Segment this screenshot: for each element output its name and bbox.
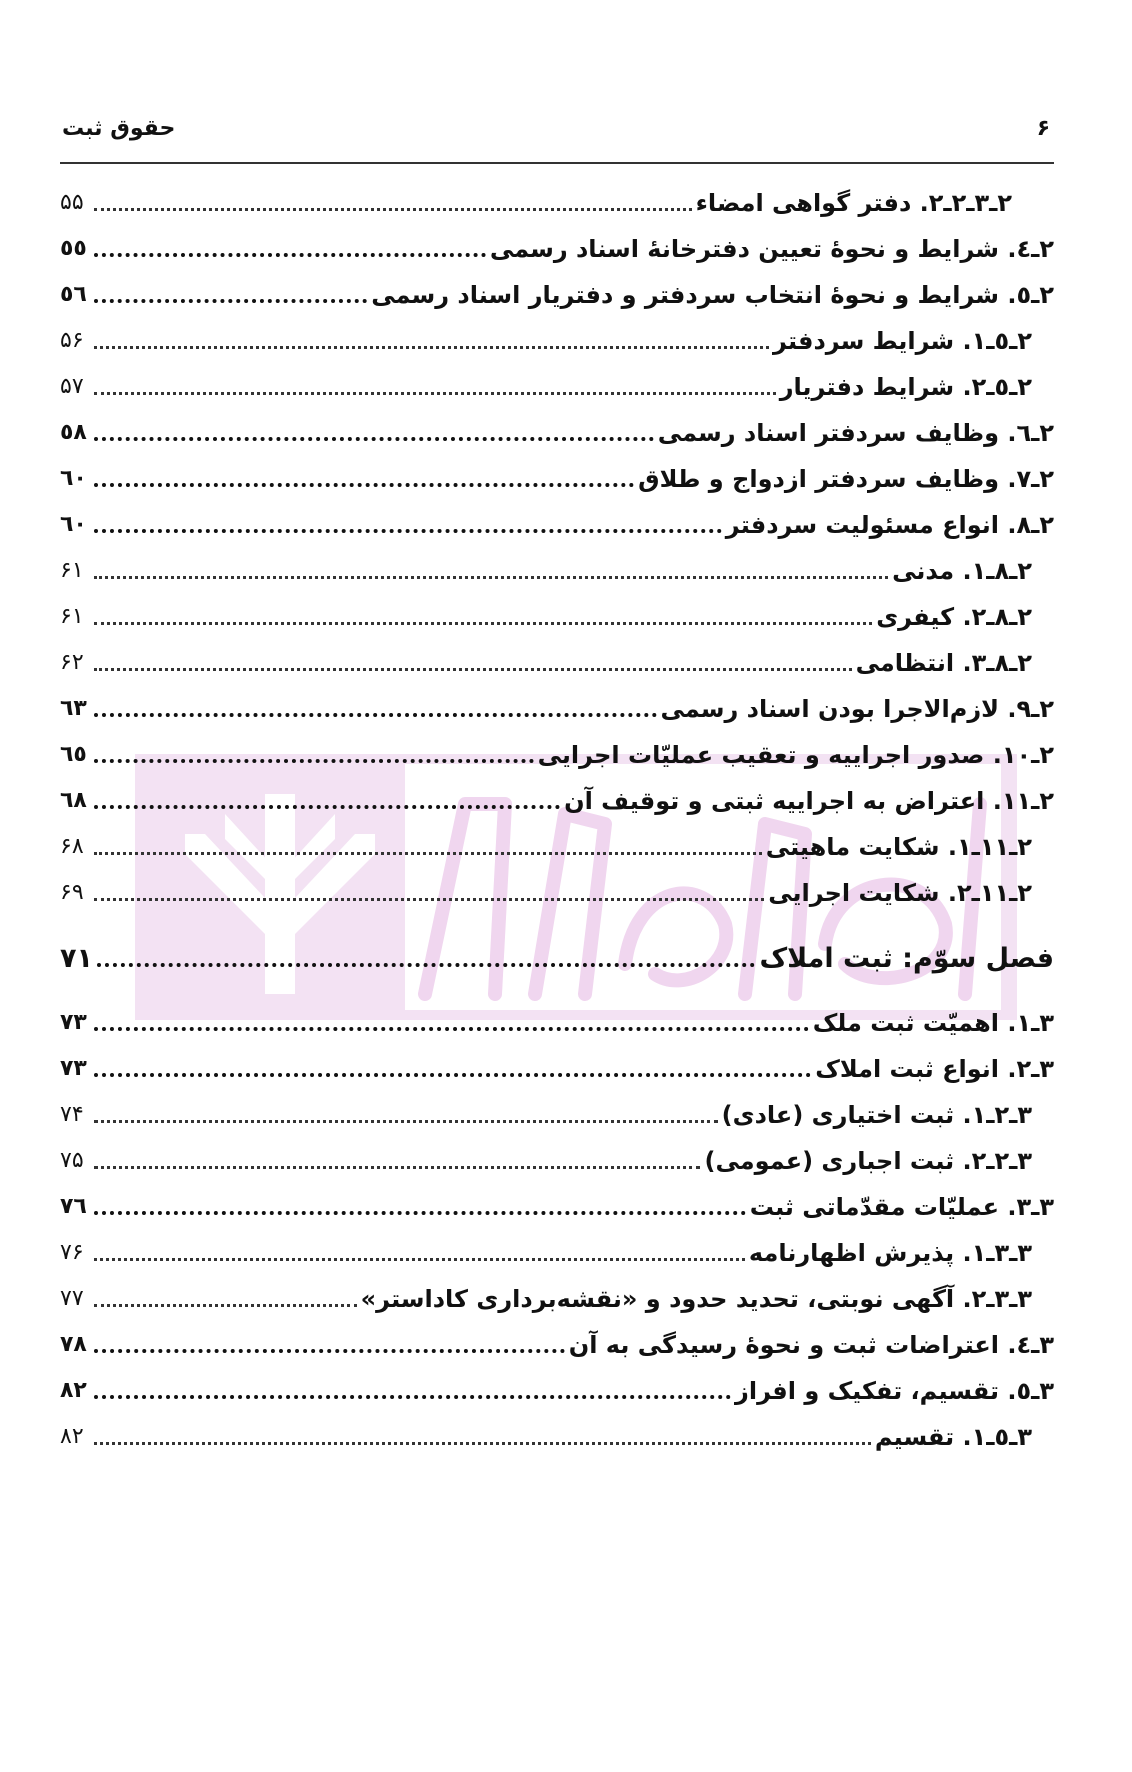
dot-leader bbox=[97, 963, 756, 967]
toc-entry-page: ٥٥ bbox=[60, 236, 87, 261]
toc-entry-page: ۷۳ bbox=[60, 1056, 87, 1081]
toc-entry-title: فصل سوّم: ثبت املاک bbox=[759, 943, 1054, 974]
toc-entry-title: ۳ـ۲ـ۲. ثبت اجباری (عمومی) bbox=[704, 1147, 1032, 1175]
dot-leader bbox=[94, 1258, 745, 1261]
toc-entry[interactable] bbox=[60, 594, 1054, 634]
toc-entry-page: ٥٨ bbox=[60, 420, 87, 445]
dot-leader bbox=[94, 852, 762, 855]
dot-leader bbox=[94, 299, 367, 303]
toc-entry-title: ۲ـ۱۰. صدور اجراییه و تعقیب عملیّات اجرایی bbox=[537, 741, 1054, 769]
toc-entry[interactable] bbox=[60, 364, 1054, 404]
dot-leader bbox=[94, 529, 722, 533]
page-number: ۶ bbox=[1036, 116, 1050, 141]
toc-entry-title: ۳ـ۲ـ۱. ثبت اختیاری (عادی) bbox=[721, 1101, 1032, 1129]
toc-entry-page: ٦٥ bbox=[60, 742, 87, 767]
toc-entry-title: ۳ـ٤. اعتراضات ثبت و نحوهٔ رسیدگی به آن bbox=[568, 1331, 1054, 1359]
toc-entry-title: ۲ـ٨ـ۳. انتظامی bbox=[855, 649, 1032, 677]
toc-entry-page: ۷٨ bbox=[60, 1332, 87, 1357]
dot-leader bbox=[94, 1349, 565, 1353]
toc-entry-title: ۳ـ۱. اهمیّت ثبت ملک bbox=[812, 1009, 1054, 1037]
toc-entry[interactable] bbox=[60, 1414, 1054, 1454]
toc-entry[interactable] bbox=[60, 1368, 1054, 1408]
toc-entry[interactable] bbox=[60, 318, 1054, 358]
dot-leader bbox=[94, 1304, 357, 1307]
dot-leader bbox=[94, 576, 888, 579]
toc-entry-page: ۵۷ bbox=[60, 374, 84, 399]
dot-leader bbox=[94, 1073, 811, 1077]
dot-leader bbox=[94, 805, 560, 809]
toc-entry-title: ۲ـ٤. شرایط و نحوهٔ تعیین دفترخانهٔ اسناد رسمی bbox=[489, 235, 1054, 263]
toc-entry[interactable] bbox=[60, 226, 1054, 266]
toc-entry-page: ٦٨ bbox=[60, 788, 87, 813]
toc-entry-page: ۶۱ bbox=[60, 604, 84, 629]
toc-entry-title: ۳ـ۳ـ۲. آگهی نوبتی، تحدید حدود و «نقشه‌برداری کاداستر» bbox=[360, 1285, 1032, 1313]
toc-entry[interactable] bbox=[60, 1184, 1054, 1224]
dot-leader bbox=[94, 208, 692, 211]
toc-entry-title: ۳ـ۳ـ۱. پذیرش اظهارنامه bbox=[748, 1239, 1032, 1267]
toc-entry-page: ۶۹ bbox=[60, 880, 84, 905]
toc-entry-title: ۲ـ٥ـ۱. شرایط سردفتر bbox=[773, 327, 1032, 355]
dot-leader bbox=[94, 1211, 746, 1215]
dot-leader bbox=[94, 392, 776, 395]
toc-entry[interactable] bbox=[60, 456, 1054, 496]
toc-entry-title: ۲ـ٨. انواع مسئولیت سردفتر bbox=[725, 511, 1054, 539]
toc-entry-page: ۷۴ bbox=[60, 1102, 84, 1127]
toc-entry[interactable] bbox=[60, 1230, 1054, 1270]
toc-entry-title: ۲ـ٨ـ۱. مدنی bbox=[892, 557, 1032, 585]
toc-entry[interactable] bbox=[60, 686, 1054, 726]
toc-entry[interactable] bbox=[60, 410, 1054, 450]
toc-entry-page: ۷۷ bbox=[60, 1286, 84, 1311]
toc-entry[interactable] bbox=[60, 1322, 1054, 1362]
dot-leader bbox=[94, 1395, 731, 1399]
toc-entry-title: ۲ـ٥. شرایط و نحوهٔ انتخاب سردفتر و دفتریار اسناد رسمی bbox=[371, 281, 1054, 309]
toc-entry-page: ۶۱ bbox=[60, 558, 84, 583]
dot-leader bbox=[94, 1442, 871, 1445]
toc-entry[interactable] bbox=[60, 870, 1054, 910]
dot-leader bbox=[94, 1120, 718, 1123]
toc-entry-title: ۲ـ۷. وظایف سردفتر ازدواج و طلاق bbox=[638, 465, 1054, 493]
dot-leader bbox=[94, 1166, 700, 1169]
toc-entry-title: ۲ـ۱۱ـ۱. شکایت ماهیتی bbox=[765, 833, 1032, 861]
toc-entry-title: ۲ـ٥ـ۲. شرایط دفتریار bbox=[779, 373, 1032, 401]
toc-entry[interactable] bbox=[60, 1138, 1054, 1178]
toc-entry[interactable] bbox=[60, 1276, 1054, 1316]
dot-leader bbox=[94, 253, 486, 257]
toc-entry[interactable] bbox=[60, 1046, 1054, 1086]
toc-entry-page: ٨۲ bbox=[60, 1378, 87, 1403]
toc-entry-page: ٦٠ bbox=[60, 466, 87, 491]
toc-entry-title: ۳ـ٥. تقسیم، تفکیک و افراز bbox=[735, 1377, 1054, 1405]
toc-entry-title: ۲ـ٨ـ۲. کیفری bbox=[876, 603, 1032, 631]
toc-entry-title: ۲ـ۳ـ۲ـ۲. دفتر گواهی امضاء bbox=[695, 189, 1012, 217]
toc-entry-title: ۲ـ۱۱ـ۲. شکایت اجرایی bbox=[768, 879, 1032, 907]
toc-entry[interactable] bbox=[60, 1000, 1054, 1040]
page-header bbox=[60, 112, 1054, 164]
toc-entry[interactable] bbox=[60, 502, 1054, 542]
toc-entry-title: ۳ـ۲. انواع ثبت املاک bbox=[815, 1055, 1054, 1083]
toc-entry[interactable] bbox=[60, 180, 1054, 220]
toc-entry[interactable] bbox=[60, 824, 1054, 864]
toc-entry[interactable] bbox=[60, 640, 1054, 680]
dot-leader bbox=[94, 759, 534, 763]
toc-entry-page: ۷٦ bbox=[60, 1194, 87, 1219]
dot-leader bbox=[94, 668, 852, 671]
toc-entry-page: ۸۲ bbox=[60, 1424, 84, 1449]
toc-entry[interactable] bbox=[60, 778, 1054, 818]
dot-leader bbox=[94, 1027, 809, 1031]
toc-entry-page: ٦٠ bbox=[60, 512, 87, 537]
dot-leader bbox=[94, 483, 634, 487]
dot-leader bbox=[94, 898, 764, 901]
toc-entry-page: ٦٣ bbox=[60, 696, 87, 721]
toc-entry[interactable] bbox=[60, 548, 1054, 588]
toc-entry[interactable] bbox=[60, 732, 1054, 772]
dot-leader bbox=[94, 713, 657, 717]
toc-entry-title: ۲ـ۱۱. اعتراض به اجراییه ثبتی و توقیف آن bbox=[564, 787, 1054, 815]
toc-entry-page: ۵۵ bbox=[60, 190, 84, 215]
toc-entry-page: ٥٦ bbox=[60, 282, 87, 307]
toc-entry-page: ۶۲ bbox=[60, 650, 84, 675]
toc-entry[interactable] bbox=[60, 1092, 1054, 1132]
book-title: حقوق ثبت bbox=[62, 116, 176, 141]
toc-entry-title: ۲ـ۹. لازم‌الاجرا بودن اسناد رسمی bbox=[660, 695, 1054, 723]
toc-chapter-heading[interactable] bbox=[60, 936, 1054, 976]
toc-entry-page: ۶۸ bbox=[60, 834, 84, 859]
toc-entry-page: ۷۳ bbox=[60, 1010, 87, 1035]
toc-entry-title: ۲ـ٦. وظایف سردفتر اسناد رسمی bbox=[657, 419, 1054, 447]
dot-leader bbox=[94, 346, 769, 349]
toc-entry[interactable] bbox=[60, 272, 1054, 312]
toc-entry-page: ۷۶ bbox=[60, 1240, 84, 1265]
dot-leader bbox=[94, 622, 872, 625]
toc-entry-page: ۷۱ bbox=[60, 943, 93, 974]
toc-entry-title: ۳ـ٥ـ۱. تقسیم bbox=[874, 1423, 1032, 1451]
toc-entry-title: ۳ـ۳. عملیّات مقدّماتی ثبت bbox=[749, 1193, 1054, 1221]
toc-entry-page: ۵۶ bbox=[60, 328, 84, 353]
toc-entry-page: ۷۵ bbox=[60, 1148, 84, 1173]
dot-leader bbox=[94, 437, 654, 441]
